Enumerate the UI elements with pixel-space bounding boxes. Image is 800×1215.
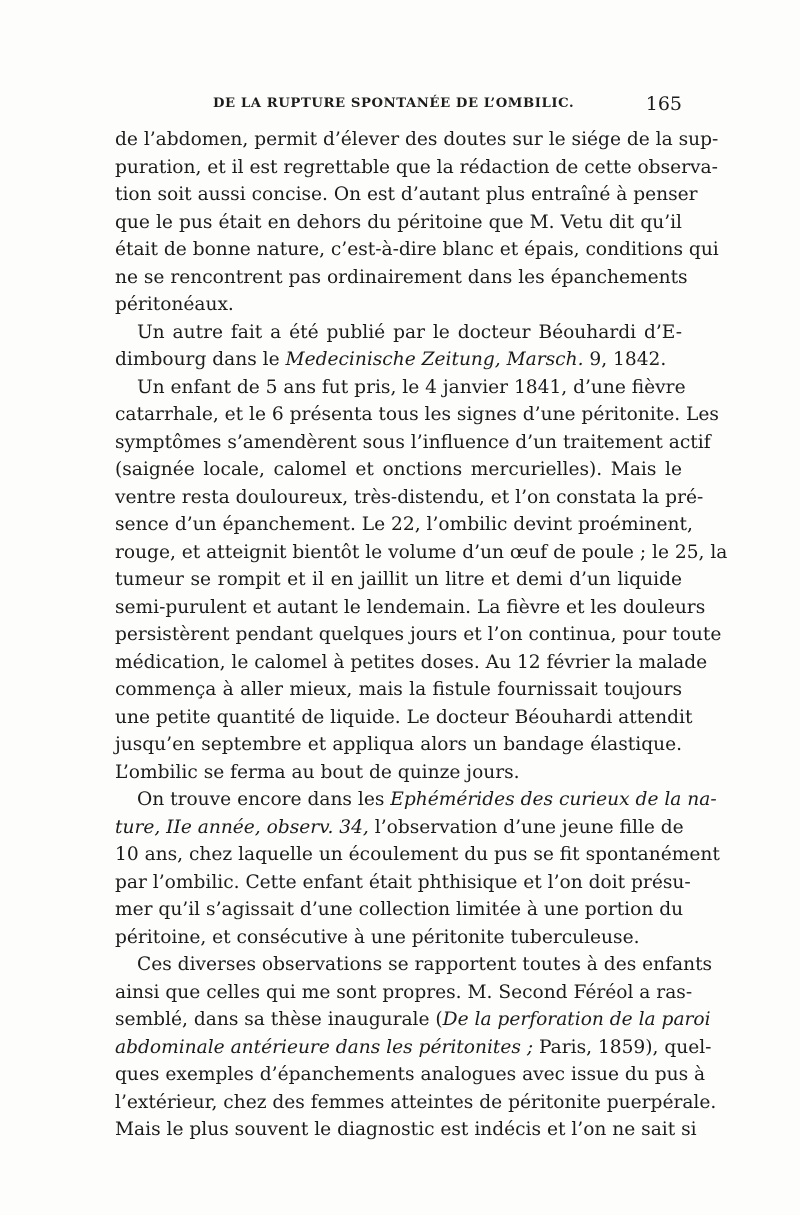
text-line: 10 ans, chez laquelle un écoulement du pus se fit spontanément bbox=[115, 844, 720, 865]
text-line: péritonéaux. bbox=[115, 294, 234, 315]
text-run: semblé, dans sa thèse inaugurale ( bbox=[115, 1009, 443, 1030]
text-line: Un enfant de 5 ans fut pris, le 4 janvier 1841, d’une fièvre bbox=[137, 376, 686, 398]
text-line bbox=[115, 786, 717, 814]
text-run: Paris, 1859), quel- bbox=[533, 1036, 712, 1058]
text-line: Ces diverses observations se rapportent toutes à des enfants bbox=[137, 954, 713, 975]
text-run: On trouve encore dans les bbox=[137, 789, 391, 810]
text-line: médication, le calomel à petites doses. Au 12 février la malade bbox=[115, 651, 708, 673]
text-line: catarrhale, et le 6 présenta tous les signes d’une péritonite. Les bbox=[115, 404, 719, 425]
text-line: rouge, et atteignit bientôt le volume d’un œuf de poule ; le 25, la bbox=[115, 541, 728, 563]
text-line bbox=[115, 1034, 712, 1062]
text-line: ventre resta douloureux, très-distendu, et l’on constata la pré- bbox=[115, 486, 704, 508]
text-line: semi-purulent et autant le lendemain. La fièvre et les douleurs bbox=[115, 596, 706, 618]
italic-citation: abdominale antérieure dans les péritonites ; bbox=[115, 1036, 534, 1058]
text-run: dimbourg dans le bbox=[115, 349, 286, 370]
text-line: commença à aller mieux, mais la fistule fournissait toujours bbox=[115, 679, 682, 700]
text-line: tumeur se rompit et il en jaillit un litre et demi d’un liquide bbox=[115, 569, 682, 590]
text-line: ne se rencontrent pas ordinairement dans les épanchements bbox=[115, 266, 688, 288]
text-line: ques exemples d’épanchements analogues avec issue du pus à bbox=[115, 1064, 706, 1085]
italic-citation: De la perforation de la paroi bbox=[442, 1009, 711, 1030]
page-number: 165 bbox=[645, 93, 682, 115]
text-line: mer qu’il s’agissait d’une collection limitée à une portion du bbox=[115, 899, 684, 920]
text-line: Un autre fait a été publié par le docteur Béouhardi d’E- bbox=[137, 321, 682, 343]
text-line: par l’ombilic. Cette enfant était phthisique et l’on doit présu- bbox=[115, 871, 691, 893]
italic-citation: Ephémérides des curieux de la na- bbox=[390, 789, 717, 810]
running-header bbox=[115, 93, 682, 120]
text-line bbox=[115, 346, 682, 374]
text-run: l’observation d’une jeune fille de bbox=[368, 816, 684, 838]
body-text bbox=[115, 126, 728, 1144]
text-line: péritoine, et consécutive à une péritonite tuberculeuse. bbox=[115, 926, 640, 948]
text-line: que le pus était en dehors du péritoine que M. Vetu dit qu’il bbox=[115, 211, 682, 233]
text-line: était de bonne nature, c’est-à-dire blanc et épais, conditions qui bbox=[115, 239, 719, 260]
text-line: une petite quantité de liquide. Le docteur Béouhardi attendit bbox=[115, 706, 693, 728]
text-line bbox=[115, 814, 682, 842]
italic-citation: Medecinische Zeitung, Marsch. bbox=[285, 349, 584, 370]
text-line: puration, et il est regrettable que la rédaction de cette observa- bbox=[115, 156, 718, 178]
text-run: 9, 1842. bbox=[583, 349, 667, 370]
italic-citation: ture, IIe année, observ. 34, bbox=[115, 816, 369, 838]
text-line: (saignée locale, calomel et onctions mercurielles). Mais le bbox=[115, 459, 682, 480]
text-line: tion soit aussi concise. On est d’autant plus entraîné à penser bbox=[115, 184, 698, 205]
text-line: symptômes s’amendèrent sous l’influence d’un traitement actif bbox=[115, 431, 711, 453]
text-line: sence d’un épanchement. Le 22, l’ombilic devint proéminent, bbox=[115, 514, 693, 535]
text-line bbox=[115, 1006, 711, 1034]
text-line: Mais le plus souvent le diagnostic est indécis et l’on ne sait si bbox=[115, 1119, 697, 1140]
text-line: de l’abdomen, permit d’élever des doutes sur le siége de la sup- bbox=[115, 129, 719, 150]
text-line: persistèrent pendant quelques jours et l’on continua, pour toute bbox=[115, 624, 722, 645]
running-title: DE LA RUPTURE SPONTANÉE DE L’OMBILIC. bbox=[213, 96, 575, 111]
text-line: ainsi que celles qui me sont propres. M. Second Féréol a ras- bbox=[115, 981, 693, 1003]
text-line: jusqu’en septembre et appliqua alors un bandage élastique. bbox=[115, 734, 682, 755]
text-line: L’ombilic se ferma au bout de quinze jours. bbox=[115, 761, 520, 783]
text-line: l’extérieur, chez des femmes atteintes de péritonite puerpérale. bbox=[115, 1091, 717, 1113]
